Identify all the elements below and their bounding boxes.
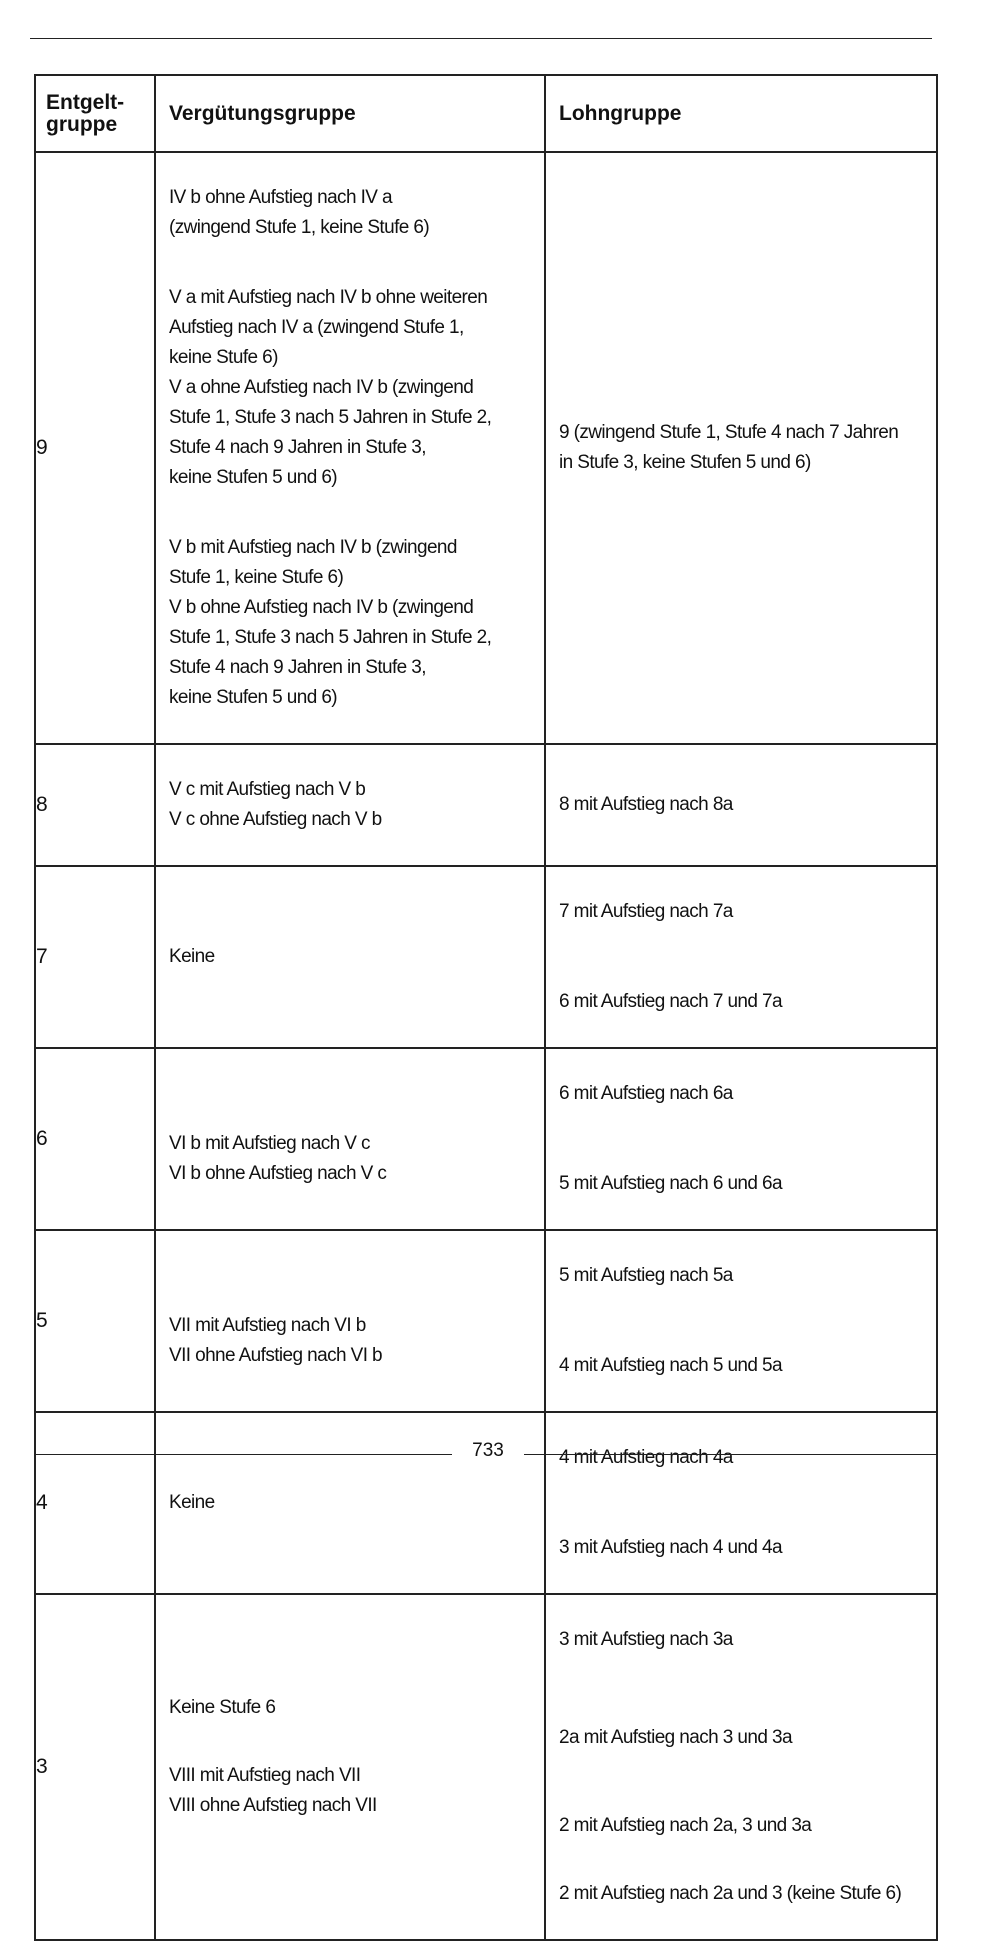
entgeltgruppe-cell: 6 [35,1048,155,1230]
verguetung-entry: V a mit Aufstieg nach IV b ohne weiteren Aufstieg nach IV a (zwingend Stufe 1, keine Stufe 6) V a ohne Aufstieg nach IV b (zwingend Stufe 1, Stufe 3 nach 5 Jahren in Stufe 2, Stufe 4 nach 9 Jahren in Stufe 3, keine Stufen 5 und 6) [169,287,492,488]
verguetung-entry: Keine [169,1492,215,1513]
verguetung-text [156,1663,544,1871]
verguetung-cell [155,152,545,744]
lohn-text [546,1049,936,1229]
lohn-entry: 8 mit Aufstieg nach 8a [559,794,733,815]
verguetung-entry: IV b ohne Aufstieg nach IV a (zwingend Stufe 1, keine Stufe 6) [169,187,430,238]
table-row [35,1594,937,1940]
lohn-cell [545,152,937,744]
lohn-entry: 4 mit Aufstieg nach 4a [559,1447,733,1468]
verguetung-entry: Keine [169,946,215,967]
verguetung-text [156,1458,544,1548]
lohn-text [546,867,936,1047]
lohn-cell [545,1412,937,1594]
verguetung-cell [155,1594,545,1940]
verguetung-entry: VII mit Aufstieg nach VI b VII ohne Aufstieg nach VI b [169,1315,383,1366]
verguetung-entry: Keine Stufe 6 [169,1697,276,1718]
entgeltgruppe-cell: 9 [35,152,155,744]
lohn-entry: 5 mit Aufstieg nach 6 und 6a [559,1173,782,1194]
lohn-entry: 3 mit Aufstieg nach 4 und 4a [559,1537,782,1558]
lohn-text [546,760,936,850]
verguetung-entry: V b mit Aufstieg nach IV b (zwingend Stufe 1, keine Stufe 6) V b ohne Aufstieg nach IV b (zwingend Stufe 1, Stufe 3 nach 5 Jahren in Stufe 2, Stufe 4 nach 9 Jahren in Stufe 3, keine Stufen 5 und 6) [169,537,492,708]
lohn-text [546,388,936,508]
top-divider [30,38,932,39]
footer-divider-left [34,1454,452,1455]
verguetung-text [156,153,544,743]
table-row [35,1230,937,1412]
entgeltgruppe-cell: 8 [35,744,155,866]
verguetung-entry: VIII mit Aufstieg nach VII VIII ohne Aufstieg nach VII [169,1765,377,1816]
pay-group-table [34,74,938,1941]
lohn-entry: 9 (zwingend Stufe 1, Stufe 4 nach 7 Jahren in Stufe 3, keine Stufen 5 und 6) [559,422,899,473]
header-verguetungsgruppe [155,75,545,152]
verguetung-cell [155,744,545,866]
lohn-text [546,1595,936,1939]
lohn-text [546,1231,936,1411]
lohn-text [546,1413,936,1593]
entgeltgruppe-cell: 4 [35,1412,155,1594]
lohn-entry: 5 mit Aufstieg nach 5a [559,1265,733,1286]
header-entgeltgruppe-label: Entgelt- gruppe [46,90,125,136]
verguetung-text [156,1241,544,1401]
verguetung-text [156,912,544,1002]
lohn-entry: 2 mit Aufstieg nach 2a und 3 (keine Stufe 6) [559,1883,902,1904]
footer-divider-right [524,1454,936,1455]
lohn-cell [545,1230,937,1412]
lohn-entry: 3 mit Aufstieg nach 3a [559,1629,733,1650]
table-row [35,744,937,866]
header-entgeltgruppe [35,75,155,152]
verguetung-entry: V c mit Aufstieg nach V b V c ohne Aufstieg nach V b [169,779,382,830]
lohn-cell [545,1594,937,1940]
verguetung-text [156,745,544,865]
page-number: 733 [472,1440,504,1461]
table-row [35,866,937,1048]
lohn-entry: 7 mit Aufstieg nach 7a [559,901,733,922]
lohn-cell [545,744,937,866]
lohn-entry: 2 mit Aufstieg nach 2a, 3 und 3a [559,1815,812,1836]
entgeltgruppe-cell: 5 [35,1230,155,1412]
verguetung-cell [155,866,545,1048]
lohn-cell [545,866,937,1048]
lohn-entry: 4 mit Aufstieg nach 5 und 5a [559,1355,782,1376]
table-row [35,1048,937,1230]
lohn-entry: 6 mit Aufstieg nach 6a [559,1083,733,1104]
lohn-entry: 2a mit Aufstieg nach 3 und 3a [559,1727,792,1748]
header-lohngruppe [545,75,937,152]
entgeltgruppe-cell: 3 [35,1594,155,1940]
header-verguetungsgruppe-label: Vergütungsgruppe [169,101,356,125]
lohn-cell [545,1048,937,1230]
verguetung-entry: VI b mit Aufstieg nach V c VI b ohne Aufstieg nach V c [169,1133,387,1184]
entgeltgruppe-cell: 7 [35,866,155,1048]
verguetung-text [156,1059,544,1219]
verguetung-cell [155,1048,545,1230]
table-row [35,152,937,744]
lohn-entry: 6 mit Aufstieg nach 7 und 7a [559,991,782,1012]
table-header-row [35,75,937,152]
header-lohngruppe-label: Lohngruppe [559,101,682,125]
verguetung-cell [155,1230,545,1412]
